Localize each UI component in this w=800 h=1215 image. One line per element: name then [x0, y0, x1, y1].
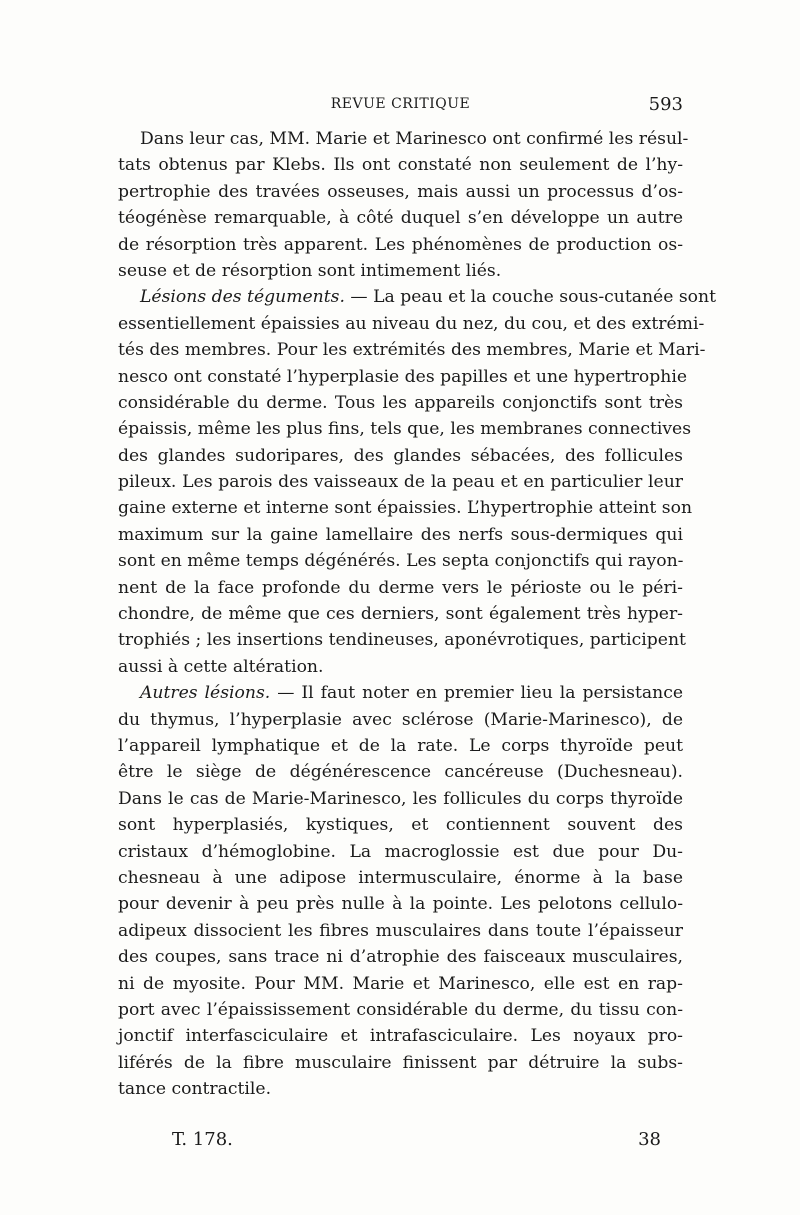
running-title: REVUE CRITIQUE	[330, 96, 471, 112]
text-line: Dans leur cas, MM. Marie et Marinesco ont confirmé les résul-	[140, 129, 689, 149]
text-line: nesco ont constaté l’hyperplasie des papilles et une hypertrophie	[118, 366, 688, 387]
text-line: trophiés ; les insertions tendineuses, aponévrotiques, participent	[118, 630, 686, 651]
text-line: tats obtenus par Klebs. Ils ont constaté non seulement de l’hy-	[118, 155, 683, 176]
text-line: liférés de la fibre musculaire finissent par détruire la subs-	[118, 1052, 683, 1073]
text-line: des glandes sudoripares, des glandes sébacées, des follicules	[118, 445, 683, 466]
section-heading: Lésions des téguments.	[140, 287, 345, 308]
page-footer	[118, 1129, 683, 1155]
section-heading: Autres lésions.	[140, 683, 271, 704]
text-line: pileux. Les parois des vaisseaux de la peau et en particulier leur	[118, 472, 683, 493]
text-line: cristaux d’hémoglobine. La macroglossie est due pour Du-	[118, 841, 683, 862]
page-header	[118, 96, 683, 120]
text-line: ni de myosite. Pour MM. Marie et Marinesco, elle est en rap-	[118, 973, 683, 994]
text-line: adipeux dissocient les fibres musculaires dans toute l’épaisseur	[118, 920, 683, 941]
text-line: pour devenir à peu près nulle à la pointe. Les pelotons cellulo-	[118, 894, 683, 915]
first-line-text: — La peau et la couche sous-cutanée sont	[344, 287, 717, 308]
text-line: considérable du derme. Tous les appareils conjonctifs sont très	[118, 392, 683, 413]
text-line: sont hyperplasiés, kystiques, et contiennent souvent des	[118, 815, 683, 836]
text-line: jonctif interfasciculaire et intrafasciculaire. Les noyaux pro-	[118, 1026, 683, 1047]
text-line: port avec l’épaississement considérable du derme, du tissu con-	[118, 999, 683, 1020]
text-line: tance contractile.	[118, 1079, 272, 1100]
text-line: essentiellement épaissies au niveau du nez, du cou, et des extrémi-	[118, 313, 705, 334]
text-line: seuse et de résorption sont intimement liés.	[118, 260, 502, 281]
page-number: 593	[648, 94, 683, 115]
text-line: des coupes, sans trace ni d’atrophie des faisceaux musculaires,	[118, 947, 683, 968]
text-line: gaine externe et interne sont épaissies. L’hypertrophie atteint son	[118, 498, 693, 519]
text-line: l’appareil lymphatique et de la rate. Le corps thyroïde peut	[118, 735, 683, 756]
text-line: téogénèse remarquable, à côté duquel s’en développe un autre	[118, 208, 683, 229]
paragraph-skin-lesions	[118, 284, 717, 680]
text-line: être le siège de dégénérescence cancéreuse (Duchesneau).	[118, 762, 683, 783]
text-line: nent de la face profonde du derme vers le périoste ou le péri-	[118, 577, 683, 598]
volume-number: T. 178.	[172, 1129, 233, 1150]
paragraph-bone-lesions	[118, 126, 689, 284]
paragraph-first-line	[118, 680, 683, 706]
signature-mark: 38	[638, 1129, 661, 1150]
first-line-text: — Il faut noter en premier lieu la persistance	[270, 683, 683, 704]
body-text	[118, 126, 717, 1102]
text-line: chesneau à une adipose intermusculaire, énorme à la base	[118, 867, 683, 888]
text-line: tés des membres. Pour les extrémités des membres, Marie et Mari-	[118, 340, 706, 361]
text-line: pertrophie des travées osseuses, mais aussi un processus d’os-	[118, 181, 683, 202]
text-line: du thymus, l’hyperplasie avec sclérose (Marie-Marinesco), de	[118, 709, 683, 730]
text-line: Dans le cas de Marie-Marinesco, les follicules du corps thyroïde	[118, 788, 683, 809]
text-line: épaissis, même les plus fins, tels que, les membranes connectives	[118, 419, 692, 440]
paragraph-other-lesions	[118, 680, 683, 1102]
text-line: de résorption très apparent. Les phénomènes de production os-	[118, 234, 683, 255]
text-line: chondre, de même que ces derniers, sont également très hyper-	[118, 604, 683, 625]
text-line: sont en même temps dégénérés. Les septa conjonctifs qui rayon-	[118, 551, 684, 572]
text-line: aussi à cette altération.	[118, 656, 324, 677]
paragraph-first-line	[118, 284, 717, 310]
text-line: maximum sur la gaine lamellaire des nerfs sous-dermiques qui	[118, 524, 683, 545]
